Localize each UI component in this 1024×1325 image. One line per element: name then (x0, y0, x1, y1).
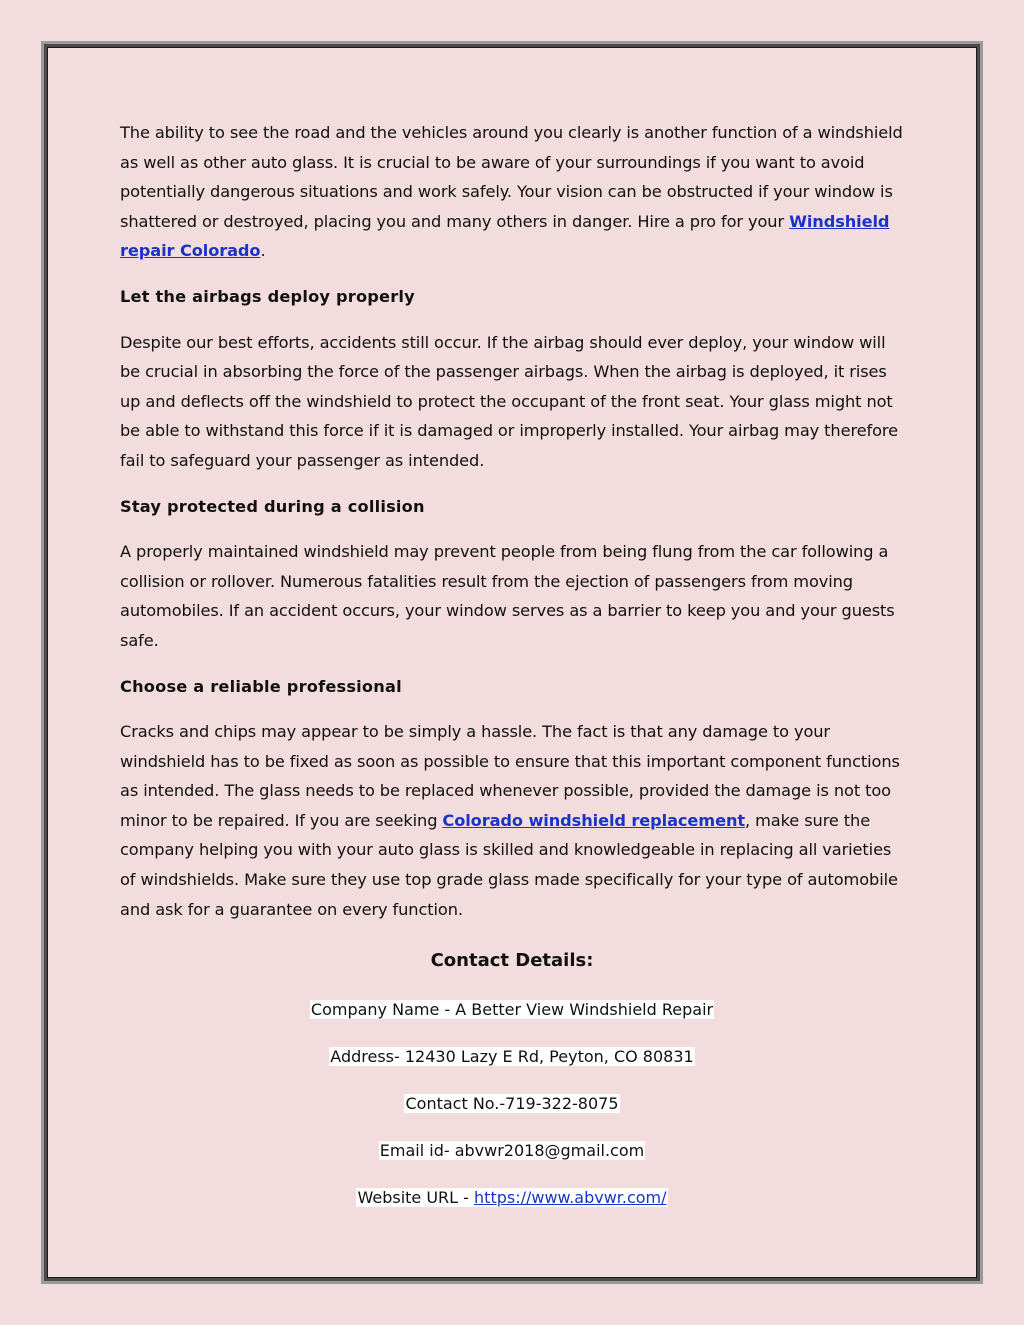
contact-website-label: Website URL - (357, 1188, 475, 1207)
paragraph-vision-text: The ability to see the road and the vehicles around you clearly is another function of a windshield as well as other auto glass. It is crucial to be aware of your surroundings if you want to avoid potentially dangerous situations and work safely. Your vision can be obstructed if your window is shattered or destroyed, placing you and many others in danger. Hire a pro for your (120, 123, 903, 231)
heading-airbags: Let the airbags deploy properly (120, 286, 415, 306)
contact-details (0, 944, 1024, 1233)
paragraph-vision-end: . (260, 241, 266, 261)
heading-professional: Choose a reliable professional (120, 676, 402, 696)
contact-address: Address- 12430 Lazy E Rd, Peyton, CO 80831 (330, 1047, 694, 1066)
windshield-repair-colorado-link[interactable]: Windshield repair Colorado (120, 211, 890, 261)
contact-phone: Contact No.-719-322-8075 (405, 1094, 619, 1113)
paragraph-professional-end: , make sure the company helping you with your auto glass is skilled and knowledgeable in replacing all varieties of windshields. Make sure they use top grade glass made specifically for your type of automobile and ask for a guarantee on every function. (120, 810, 898, 919)
paragraph-airbags: Despite our best efforts, accidents still occur. If the airbag should ever deploy, your window will be crucial in absorbing the force of the passenger airbags. When the airbag is deployed, it rises up and deflects off the windshield to protect the occupant of the front seat. Your glass might not be able to withstand this force if it is damaged or improperly installed. Your airbag may therefore fail to safeguard your passenger as intended. (120, 332, 898, 470)
contact-website-row (0, 1186, 1024, 1210)
contact-phone-row (0, 1092, 1024, 1116)
colorado-windshield-replacement-link[interactable]: Colorado windshield replacement (442, 810, 746, 830)
contact-title: Contact Details: (430, 950, 594, 971)
paragraph-vision (120, 118, 910, 266)
contact-email: Email id- abvwr2018@gmail.com (379, 1141, 645, 1160)
contact-email-row (0, 1139, 1024, 1163)
contact-address-row (0, 1045, 1024, 1069)
paragraph-professional-text: Cracks and chips may appear to be simply a hassle. The fact is that any damage to your windshield has to be fixed as soon as possible to ensure that this important component functions as intended. The glass needs to be replaced whenever possible, provided the damage is not too minor to be repaired. If you are seeking (120, 722, 900, 830)
paragraph-professional (120, 717, 910, 924)
heading-collision: Stay protected during a collision (120, 496, 425, 516)
contact-company: Company Name - A Better View Windshield Repair (310, 1000, 714, 1019)
article-body (120, 118, 910, 940)
website-url-link[interactable]: https://www.abvwr.com/ (474, 1188, 667, 1207)
paragraph-collision: A properly maintained windshield may prevent people from being flung from the car following a collision or rollover. Numerous fatalities result from the ejection of passengers from moving automobiles. If an accident occurs, your window serves as a barrier to keep you and your guests safe. (120, 542, 895, 650)
contact-website (356, 1188, 667, 1207)
contact-company-row (0, 998, 1024, 1022)
